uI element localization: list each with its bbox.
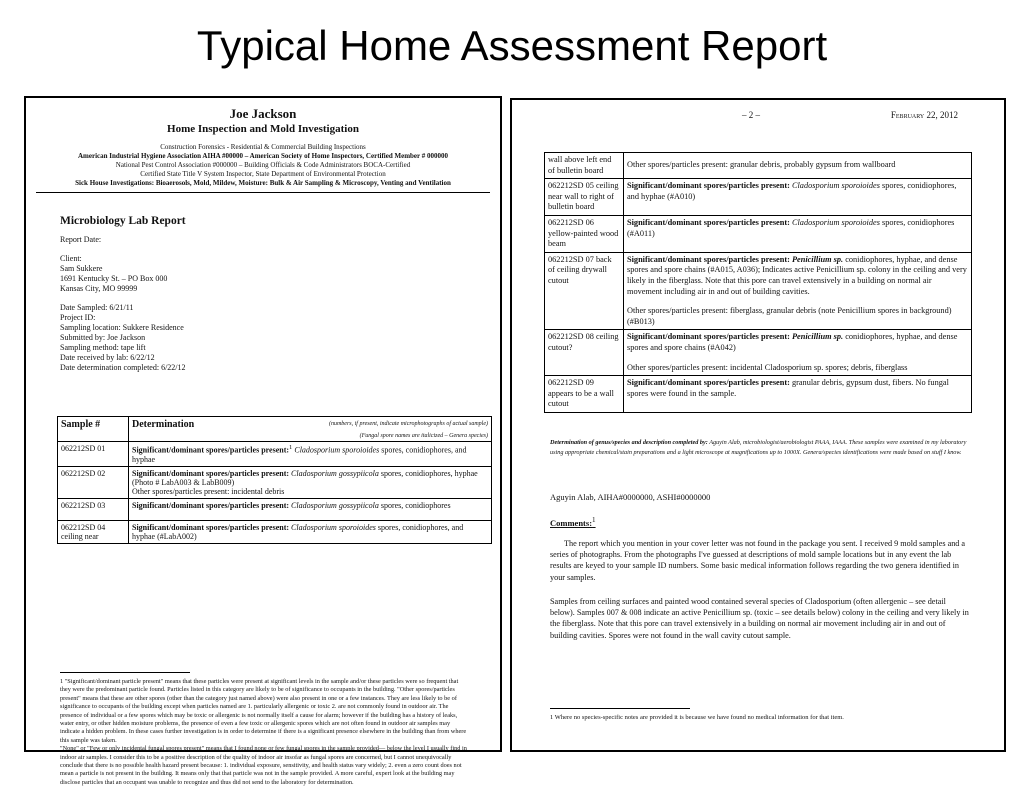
footnote-divider [60, 672, 190, 673]
determination-text: spores, conidiophores, hyphae (Photo # LabA003 & LabB009) [132, 468, 478, 487]
determination-text: granular debris, gypsum dust, fibers. No fungal spores were found in the sample. [627, 378, 949, 398]
sample-id: 062212SD 01 [58, 442, 129, 467]
letterhead-line: Certified State Title V System Inspector, State Department of Environmental Protection [140, 170, 386, 178]
client-line: Sam Sukkere [60, 264, 103, 273]
other-particles: Other spores/particles present: incidental debris [132, 486, 285, 496]
determination-cell [624, 376, 972, 413]
determination-text: Other spores/particles present: granular debris, probably gypsum from wallboard [627, 160, 896, 170]
client-line: Kansas City, MO 99999 [60, 284, 138, 293]
determination-note [550, 438, 970, 457]
sample-id: 062212SD 05 ceiling near wall to right of bulletin board [545, 179, 624, 216]
species: Cladosporium gossypiicola [291, 468, 379, 478]
sample-id: 062212SD 09 appears to be a wall cutout [545, 376, 624, 413]
table-row [58, 442, 492, 467]
letterhead-divider [36, 192, 490, 193]
letterhead-line: Construction Forensics - Residential & Commercial Building Inspections [160, 143, 366, 151]
report-title: Microbiology Lab Report [60, 215, 186, 227]
signature-line: Aguyin Alab, AIHA#0000000, ASHI#0000000 [550, 492, 711, 502]
table-row [545, 252, 972, 330]
determination-cell [624, 330, 972, 376]
sig-label: Significant/dominant spores/particles present: [627, 181, 790, 191]
sample-id: wall above left end of bulletin board [545, 153, 624, 179]
sig-label: Significant/dominant spores/particles present: [627, 378, 790, 388]
column-header-sample: Sample # [58, 417, 129, 442]
determination-label: Determination [132, 419, 195, 430]
letterhead-line: American Industrial Hygiene Association AIHA #00000 – American Society of Home Inspectors, Certified Member # 000000 [77, 152, 449, 160]
footnote-paragraph: 1 "Significant/dominant particle present" means that these particles were present at significant levels in the sample and/or these particles were so frequent that they were the predominant particle found. Particles listed in this category are likely to be of significance to occupants in the building. "Other spores/particles present" means that these are other spores (other than the category just named above) were also present in one or a few instances. They are less likely to be of significance to occupants of the building except when particles named are 1. particularly allergenic or toxic 2. are not commonly found in outdoor air. The presence of individual or a few spores which may be toxic or allergenic is not normally itself a cause for alarm; however if the building has a history of leaks, water entry, or other hidden moisture problems, the presence of even a few toxic or allergenic spores which are not often found in outdoor air samples may indicate a hidden problem. In these cases further investigation is in order to determine if there is a significant presence elsewhere in the building than from where this sample was taken. [60, 678, 467, 744]
detail-line: Date determination completed: 6/22/12 [60, 363, 186, 372]
sig-label: Significant/dominant spores/particles present: [132, 522, 290, 532]
detail-line: Sampling location: Sukkere Residence [60, 323, 184, 332]
column-header-determination [129, 417, 492, 442]
sample-id: 062212SD 06 yellow-painted wood beam [545, 215, 624, 252]
table-row [545, 330, 972, 376]
table-header-row [58, 417, 492, 442]
determination-text: conidiophores, hyphae, and dense spores and spore chains (#A015, A036); Indicates active Penicillium sp. colony in the ceiling and very likely in the fiberglass. Note that this pore can travel extensively in a building on normal air movement including air in and out of building cavities. [627, 254, 967, 296]
report-page-1 [24, 96, 502, 786]
sig-label: Significant/dominant spores/particles present: [132, 468, 290, 478]
table-row [58, 498, 492, 520]
comment-paragraph: The report which you mention in your cover letter was not found in the package you sent. I received 9 mold samples and a series of photographs. From the photographs I've guessed at descriptions of mold sample locations but in any event the lab results are keyed to your sample ID numbers. Some basic medical information follows regarding the two genera identified in your samples. [550, 539, 966, 582]
detail-line: Submitted by: Joe Jackson [60, 333, 146, 342]
sample-id: 062212SD 07 back of ceiling drywall cutout [545, 252, 624, 330]
sample-id: 062212SD 08 ceiling cutout? [545, 330, 624, 376]
determination-cell [624, 153, 972, 179]
comments-label: Comments: [550, 517, 593, 528]
footnote-ref: 1 [592, 516, 596, 524]
letterhead-line: National Pest Control Association #000000 – Building Officials & Code Administrators BOCA-Certified [115, 161, 411, 169]
determination-text: conidiophores, hyphae, and dense spores and spore chains (#A042) [627, 332, 958, 352]
table-row [545, 215, 972, 252]
determination-text: spores, conidiophores, and hyphae (#A010) [627, 181, 957, 201]
determination-cell [129, 466, 492, 498]
determination-cell [129, 442, 492, 467]
report-page-2 [510, 98, 1006, 752]
detail-line: Date received by lab: 6/22/12 [60, 353, 155, 362]
determination-text: Aguyin Alab, microbiologist/aerobiologist PAAA, IAAA. These samples were examined in my laboratory using appropriate chemical/stain preparations and a light microscope at magnifications up to 1000X. Genera/species identifications were made based on stuff I know. [550, 439, 967, 456]
table-row [58, 520, 492, 543]
determination-cell [624, 215, 972, 252]
header-note: (numbers, if present, indicate microphotographs of actual sample) [328, 421, 488, 427]
species: Cladosporium sporoioides [291, 522, 376, 532]
footnote-divider [550, 708, 690, 709]
table-row [545, 179, 972, 216]
table-row [58, 466, 492, 498]
client-line: Client: [60, 254, 82, 263]
company-subtitle: Home Inspection and Mold Investigation [167, 123, 359, 135]
determination-cell [624, 179, 972, 216]
species: Penicillium sp. [791, 332, 844, 342]
species: Cladosporium sporoioides [791, 181, 880, 191]
lab-results-table-continued [544, 152, 972, 413]
sig-label: Significant/dominant spores/particles present: [132, 500, 290, 510]
determination-cell [129, 520, 492, 543]
footnote-ref: 1 [289, 444, 293, 451]
determination-cell [129, 498, 492, 520]
determination-label: Determination of genus/species and description completed by: [550, 439, 708, 446]
table-row [545, 376, 972, 413]
footnote: 1 Where no species-specific notes are provided it is because we have found no medical information for that item. [550, 714, 844, 721]
determination-cell [624, 252, 972, 330]
other-particles: Other spores/particles present: incidental Cladosporium sp. spores; debris, fiberglass [627, 362, 908, 372]
sig-label: Significant/dominant spores/particles present: [627, 217, 790, 227]
inspector-name: Joe Jackson [229, 106, 297, 121]
sig-label: Significant/dominant spores/particles present: [132, 445, 290, 455]
sig-label: Significant/dominant spores/particles present: [627, 254, 790, 264]
sample-details [26, 303, 500, 373]
comment-paragraph: Samples from ceiling surfaces and painted wood contained several species of Cladosporium (often allergenic – see detail below). Samples 007 & 008 indicate an active Penicillium sp. (toxic – see details below) colony in the ceiling and very likely in the fiberglass. Note that this pore can travel extensively in a building on normal air movement including air in and out of building cavities. Spores were not found in the wall cavity cutout sample. [550, 597, 969, 640]
letterhead-line: Sick House Investigations: Bioaerosols, Mold, Mildew, Moisture: Bulk & Air Sampling & Microscopy, Venting and Ventilation [75, 179, 451, 187]
letterhead [26, 106, 500, 188]
page-date: February 22, 2012 [890, 110, 958, 120]
detail-line: Project ID: [60, 313, 96, 322]
detail-line: Sampling method: tape lift [60, 343, 146, 352]
determination-text: spores, conidiophores (#A011) [627, 217, 955, 238]
sample-id: 062212SD 04 ceiling near [58, 520, 129, 543]
determination-text: spores, conidiophores, and hyphae [132, 445, 467, 464]
table-row [545, 153, 972, 179]
species: Penicillium sp. [791, 254, 844, 264]
sig-label: Significant/dominant spores/particles present: [627, 332, 790, 342]
footnote [60, 678, 470, 787]
species: Cladosporium sporoioides [294, 445, 380, 455]
species: Cladosporium gossypiicola [291, 500, 379, 510]
header-note: (Fungal spore names are italicized – Genera species) [359, 433, 488, 439]
footnote-paragraph: "None" or "Few or only incidental fungal spores present" means that I found none or few fungal spores in the sample provided— below the level I usually find in indoor air samples. I consider this to be a positive description of the quality of indoor air insofar as fungal spores are concerned, but I cannot unequivocally conclude that there is no possible health hazard present because: 1. individual exposure, sensitivity, and health status vary widely; 2. even a zero count does not mean a particle is not present in the building. It means only that that particle was not in the sample provided. A more careful, expert look at the building may disclose particles that an occupant was unable to recognize and thus did not send to the laboratory for determination. [60, 745, 467, 786]
client-line: 1691 Kentucky St. – PO Box 000 [60, 274, 168, 283]
sample-id: 062212SD 03 [58, 498, 129, 520]
detail-line: Date Sampled: 6/21/11 [60, 303, 134, 312]
species: Cladosporium sporoioides [791, 217, 880, 227]
client-block [26, 254, 500, 294]
lab-results-table [57, 416, 492, 544]
page-number: – 2 – [742, 110, 760, 120]
report-date: Report Date: [60, 235, 102, 244]
comments-heading [550, 516, 596, 528]
sample-id: 062212SD 02 [58, 466, 129, 498]
other-particles: Other spores/particles present: fiberglass, granular debris (note Penicillium spores in background) (#B013) [627, 306, 952, 326]
determination-text: spores, conidiophores, and hyphae (#LabA002) [132, 522, 464, 541]
slide-title: Typical Home Assessment Report [196, 22, 828, 69]
determination-text: spores, conidiophores [378, 500, 451, 510]
